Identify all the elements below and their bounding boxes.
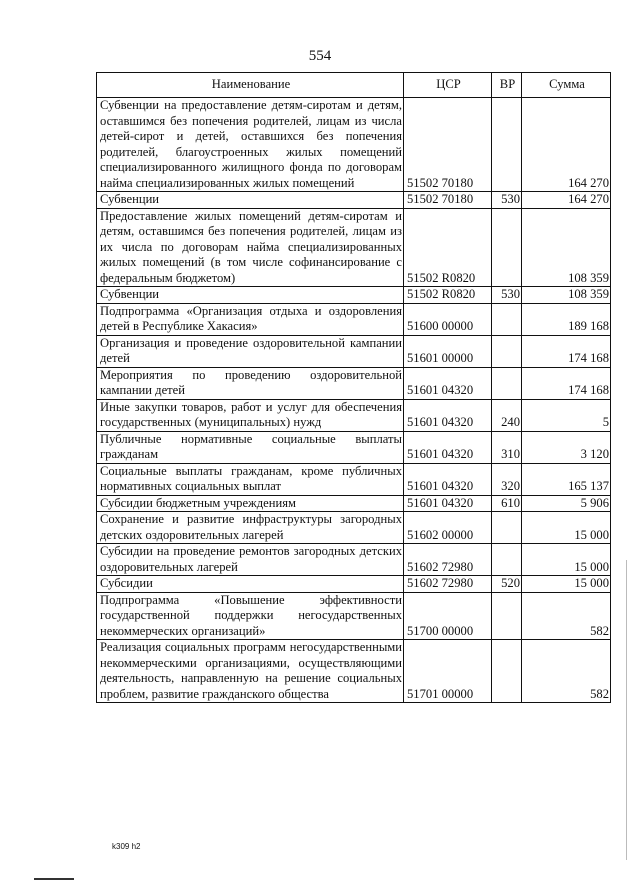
table-row bbox=[97, 544, 611, 576]
row-vr bbox=[492, 640, 522, 703]
table-row bbox=[97, 208, 611, 287]
row-sum: 189 168 bbox=[522, 303, 611, 335]
table-header-row bbox=[97, 73, 611, 98]
row-name: Организация и проведение оздоровительной кампании детей bbox=[97, 335, 404, 367]
table-row bbox=[97, 592, 611, 640]
row-vr: 310 bbox=[492, 431, 522, 463]
row-csr: 51601 04320 bbox=[404, 367, 492, 399]
row-sum: 174 168 bbox=[522, 367, 611, 399]
row-name: Субсидии на проведение ремонтов загородных детских оздоровительных лагерей bbox=[97, 544, 404, 576]
row-sum: 5 906 bbox=[522, 495, 611, 512]
row-name: Субвенции на предоставление детям-сиротам и детям, оставшимся без попечения родителей, лицам из числа детей-сирот и детей, оставшихся без попечения родителей, благоустроенных жилых помещений специализированного жилищного фонда по договорам найма специализированных жилых помещений bbox=[97, 98, 404, 192]
row-csr: 51601 04320 bbox=[404, 463, 492, 495]
row-vr: 520 bbox=[492, 576, 522, 593]
row-vr bbox=[492, 544, 522, 576]
row-name: Сохранение и развитие инфраструктуры загородных детских оздоровительных лагерей bbox=[97, 512, 404, 544]
row-sum: 3 120 bbox=[522, 431, 611, 463]
row-csr: 51502 R0820 bbox=[404, 287, 492, 304]
table-row bbox=[97, 192, 611, 209]
header-name: Наименование bbox=[97, 73, 404, 98]
row-sum: 164 270 bbox=[522, 192, 611, 209]
row-sum: 15 000 bbox=[522, 544, 611, 576]
row-csr: 51602 72980 bbox=[404, 576, 492, 593]
row-name: Публичные нормативные социальные выплаты гражданам bbox=[97, 431, 404, 463]
row-sum: 108 359 bbox=[522, 287, 611, 304]
table-row bbox=[97, 512, 611, 544]
row-sum: 108 359 bbox=[522, 208, 611, 287]
row-vr bbox=[492, 592, 522, 640]
row-sum: 582 bbox=[522, 592, 611, 640]
row-vr: 530 bbox=[492, 287, 522, 304]
row-csr: 51600 00000 bbox=[404, 303, 492, 335]
table-row bbox=[97, 303, 611, 335]
row-name: Субвенции bbox=[97, 192, 404, 209]
row-vr: 530 bbox=[492, 192, 522, 209]
row-csr: 51601 04320 bbox=[404, 399, 492, 431]
row-vr bbox=[492, 367, 522, 399]
row-name: Субвенции bbox=[97, 287, 404, 304]
row-vr bbox=[492, 512, 522, 544]
table-row bbox=[97, 335, 611, 367]
table-row bbox=[97, 98, 611, 192]
row-vr bbox=[492, 335, 522, 367]
row-name: Подпрограмма «Повышение эффективности государственной поддержки негосударственных некоммерческих организаций» bbox=[97, 592, 404, 640]
table-row bbox=[97, 287, 611, 304]
header-sum: Сумма bbox=[522, 73, 611, 98]
row-sum: 5 bbox=[522, 399, 611, 431]
row-vr: 320 bbox=[492, 463, 522, 495]
page-number: 554 bbox=[308, 48, 332, 64]
row-vr bbox=[492, 98, 522, 192]
row-sum: 582 bbox=[522, 640, 611, 703]
row-csr: 51701 00000 bbox=[404, 640, 492, 703]
table-row bbox=[97, 640, 611, 703]
row-name: Субсидии бюджетным учреждениям bbox=[97, 495, 404, 512]
budget-table bbox=[96, 72, 611, 703]
row-csr: 51502 70180 bbox=[404, 192, 492, 209]
row-csr: 51601 04320 bbox=[404, 431, 492, 463]
table-row bbox=[97, 576, 611, 593]
table-row bbox=[97, 431, 611, 463]
row-vr bbox=[492, 303, 522, 335]
table-row bbox=[97, 463, 611, 495]
row-vr bbox=[492, 208, 522, 287]
row-name: Предоставление жилых помещений детям-сиротам и детям, оставшимся без попечения родителей, лицам из их числа по договорам найма специализированных жилых помещений (в том числе софинансирование с федеральным бюджетом) bbox=[97, 208, 404, 287]
scan-margin-line bbox=[626, 560, 627, 860]
row-csr: 51502 70180 bbox=[404, 98, 492, 192]
row-sum: 165 137 bbox=[522, 463, 611, 495]
row-name: Субсидии bbox=[97, 576, 404, 593]
table-row bbox=[97, 495, 611, 512]
row-vr: 610 bbox=[492, 495, 522, 512]
row-csr: 51602 72980 bbox=[404, 544, 492, 576]
footer-code: k309 h2 bbox=[112, 842, 141, 851]
row-csr: 51601 00000 bbox=[404, 335, 492, 367]
row-name: Социальные выплаты гражданам, кроме публичных нормативных социальных выплат bbox=[97, 463, 404, 495]
row-sum: 15 000 bbox=[522, 512, 611, 544]
row-vr: 240 bbox=[492, 399, 522, 431]
row-csr: 51700 00000 bbox=[404, 592, 492, 640]
row-sum: 15 000 bbox=[522, 576, 611, 593]
row-name: Подпрограмма «Организация отдыха и оздоровления детей в Республике Хакасия» bbox=[97, 303, 404, 335]
row-name: Реализация социальных программ негосударственными некоммерческими организациями, осуществляющими деятельность, направленную на решение социальных проблем, развитие гражданского общества bbox=[97, 640, 404, 703]
row-sum: 164 270 bbox=[522, 98, 611, 192]
row-csr: 51601 04320 bbox=[404, 495, 492, 512]
row-sum: 174 168 bbox=[522, 335, 611, 367]
table-row bbox=[97, 367, 611, 399]
scan-edge-line bbox=[34, 878, 74, 880]
table-row bbox=[97, 399, 611, 431]
header-vr: ВР bbox=[492, 73, 522, 98]
row-csr: 51502 R0820 bbox=[404, 208, 492, 287]
row-csr: 51602 00000 bbox=[404, 512, 492, 544]
row-name: Мероприятия по проведению оздоровительной кампании детей bbox=[97, 367, 404, 399]
header-csr: ЦСР bbox=[404, 73, 492, 98]
row-name: Иные закупки товаров, работ и услуг для обеспечения государственных (муниципальных) нужд bbox=[97, 399, 404, 431]
